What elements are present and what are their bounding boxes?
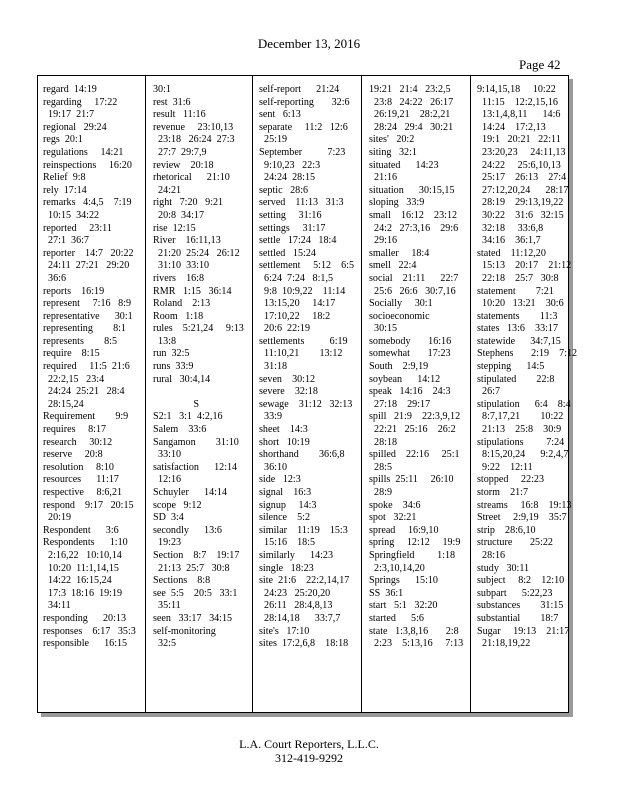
index-entry-line: 28:24 29:4 30:21 xyxy=(369,121,454,133)
index-entry-line: spring 12:12 19:9 xyxy=(369,537,461,549)
index-entry-line: Sugar 19:13 21:17 xyxy=(477,625,570,637)
index-entry-line: SD 3:4 xyxy=(153,512,184,524)
index-entry-line: separate 11:2 12:6 xyxy=(259,121,348,133)
index-entry-line: 19:23 xyxy=(153,537,182,549)
index-entry-line: settlement 5:12 6:5 xyxy=(259,260,355,272)
index-entry-line: signup 14:3 xyxy=(259,499,317,511)
index-column-2 xyxy=(145,76,252,712)
index-entry-line: Roland 2:13 xyxy=(153,298,211,310)
index-entry-line: 20:19 xyxy=(43,512,72,524)
index-entry-line: spread 16:9,10 xyxy=(369,524,439,536)
index-entry-line: settled 15:24 xyxy=(259,247,316,259)
index-entry-line: Respondents 1:10 xyxy=(43,537,128,549)
index-entry-line: 22:18 25:7 30:8 xyxy=(477,272,559,284)
index-entry-line: speak 14:16 24:3 xyxy=(369,386,451,398)
index-entry-line: septic 28:6 xyxy=(259,184,309,196)
index-entry-line: strip 28:6,10 xyxy=(477,524,536,536)
index-entry-line: remarks 4:4,5 7:19 xyxy=(43,197,132,209)
index-entry-line: representing 8:1 xyxy=(43,323,126,335)
index-entry-line: 33:10 xyxy=(153,449,182,461)
index-entry-line: self-report 21:24 xyxy=(259,84,340,95)
index-entry-line: stopped 22:23 xyxy=(477,474,545,486)
index-entry-line: 28:9 xyxy=(369,487,392,498)
index-entry-line: 11:15 12:2,15,16 xyxy=(477,96,558,108)
index-entry-line: 11:10,21 13:12 xyxy=(259,348,343,360)
index-entry-line: rules 5:21,24 9:13 xyxy=(153,323,244,335)
index-entry-line: 27:12,20,24 28:17 xyxy=(477,184,569,196)
index-entry-line: run 32:5 xyxy=(153,348,190,360)
index-entry-line: September 7:23 xyxy=(259,146,346,158)
index-entry-line: side 12:3 xyxy=(259,474,301,486)
index-entry-line: result 11:16 xyxy=(153,109,206,121)
index-entry-line: 20:6 22:19 xyxy=(259,323,311,335)
index-entry-line: silence 5:2 xyxy=(259,512,311,524)
index-entry-line: 24:21 xyxy=(153,184,182,196)
index-entry-line: responsible 16:15 xyxy=(43,638,128,650)
index-entry-line: 34:16 36:1,7 xyxy=(477,235,541,247)
index-entry-line: statement 7:21 xyxy=(477,285,554,297)
index-entry-line: 26:19,21 28:2,21 xyxy=(369,109,451,121)
index-entry-line: 30:15 xyxy=(369,323,398,335)
index-entry-line: settlements 6:19 xyxy=(259,335,348,347)
index-entry-line: storm 21:7 xyxy=(477,487,529,498)
index-entry-line: 24:11 27:21 29:20 xyxy=(43,260,130,272)
index-entry-line: siting 32:1 xyxy=(369,146,417,158)
index-entry-line: require 8:15 xyxy=(43,348,100,360)
index-entry-line: 24:24 28:15 xyxy=(259,172,316,184)
index-entry-line: 22:21 25:16 26:2 xyxy=(369,424,456,436)
index-entry-line: subpart 5:22,23 xyxy=(477,587,553,599)
index-entry-line: subject 8:2 12:10 xyxy=(477,575,565,587)
index-page-frame xyxy=(37,75,578,713)
index-entry-line: spot 32:21 xyxy=(369,512,417,524)
index-entry-line: 8:15,20,24 9:2,4,7 xyxy=(477,449,569,461)
index-entry-line: Springs 15:10 xyxy=(369,575,438,587)
index-entry-line: Section 8:7 19:17 xyxy=(153,549,240,561)
index-entry-line: started 5:6 xyxy=(369,612,424,624)
index-entry-line: stipulation 6:4 8:4 xyxy=(477,398,571,410)
footer-phone: 312-419-9292 xyxy=(275,751,343,765)
index-entry-line: rivers 16:8 xyxy=(153,272,205,284)
index-entry-line: Schuyler 14:14 xyxy=(153,487,228,498)
index-entry-line: 19:17 21:7 xyxy=(43,109,95,121)
index-entry-line: right 7:20 9:21 xyxy=(153,197,224,209)
index-entry-line: 27:18 29:17 xyxy=(369,398,431,410)
index-entry-line: 24:22 25:6,10,13 xyxy=(477,159,561,171)
index-entry-line: 9:22 12:11 xyxy=(477,461,533,473)
index-entry-line: 13:15,20 14:17 xyxy=(259,298,336,310)
index-entry-line: 32:5 xyxy=(153,638,176,650)
index-entry-line: scope 9:12 xyxy=(153,499,202,511)
index-entry-line: signal 16:3 xyxy=(259,487,312,498)
index-entry-line: study 30:11 xyxy=(477,562,530,574)
index-entry-line: settle 17:24 18:4 xyxy=(259,235,337,247)
index-entry-line: smaller 18:4 xyxy=(369,247,430,259)
index-entry-line: 26:7 xyxy=(477,386,500,398)
index-entry-line: RMR 1:15 36:14 xyxy=(153,285,232,297)
index-entry-line: 9:10,23 22:3 xyxy=(259,159,321,171)
index-entry-line: 10:20 11:1,14,15 xyxy=(43,562,119,574)
index-entry-line: research 30:12 xyxy=(43,436,113,448)
index-entry-line: statewide 34:7,15 xyxy=(477,335,561,347)
index-entry-line: South 2:9,19 xyxy=(369,361,429,373)
index-entry-line: structure 25:22 xyxy=(477,537,553,549)
index-entry-line: 9:14,15,18 10:22 xyxy=(477,84,556,95)
index-entry-line: Street 2:9,19 35:7 xyxy=(477,512,567,524)
index-entry-line: rhetorical 21:10 xyxy=(153,172,230,184)
index-entry-line: reinspections 16:20 xyxy=(43,159,132,171)
index-entry-line: setting 31:16 xyxy=(259,209,322,221)
index-entry-line: 26:11 28:4,8,13 xyxy=(259,600,333,612)
index-entry-line: small 16:12 23:12 xyxy=(369,209,458,221)
index-entry-line: situation 30:15,15 xyxy=(369,184,455,196)
index-entry-line: Respondent 3:6 xyxy=(43,524,119,536)
index-entry-line: satisfaction 12:14 xyxy=(153,461,238,473)
index-entry-line: represents 8:5 xyxy=(43,335,118,347)
index-entry-line: spills 25:11 26:10 xyxy=(369,474,454,486)
index-entry-line: spilled 22:16 25:1 xyxy=(369,449,460,461)
index-entry-line: served 11:13 31:3 xyxy=(259,197,344,209)
index-entry-line: SS 36:1 xyxy=(369,587,404,599)
index-entry-line: regard 14:19 xyxy=(43,84,97,95)
index-entry-line: smell 22:4 xyxy=(369,260,417,272)
index-entry-line: 31:10 33:10 xyxy=(153,260,210,272)
index-entry-line: regional 29:24 xyxy=(43,121,107,133)
index-entry-line: 28:16 xyxy=(477,549,506,561)
index-entry-line: Relief 9:8 xyxy=(43,172,86,184)
index-entry-line: 28:5 xyxy=(369,461,392,473)
index-entry-line: situated 14:23 xyxy=(369,159,439,171)
index-entry-line: 21:18,19,22 xyxy=(477,638,531,650)
index-entry-line: spill 21:9 22:3,9,12 xyxy=(369,411,461,423)
index-entry-line: 22:2,15 23:4 xyxy=(43,373,105,385)
index-entry-line: 17:3 18:16 19:19 xyxy=(43,587,123,599)
index-entry-line: 14:24 17:2,13 xyxy=(477,121,546,133)
index-entry-line: 10:15 34:22 xyxy=(43,209,100,221)
index-entry-line: Salem 33:6 xyxy=(153,424,207,436)
index-entry-line: stipulated 22:8 xyxy=(477,373,555,385)
index-entry-line: 23:20,23 24:11,13 xyxy=(477,146,566,158)
index-entry-line: seven 30:12 xyxy=(259,373,316,385)
index-entry-line: stated 11:12,20 xyxy=(477,247,546,259)
index-entry-line: state 1:3,8,16 2:8 xyxy=(369,625,459,637)
index-column-3 xyxy=(252,76,361,712)
index-entry-line: S xyxy=(153,398,199,410)
index-entry-line: self-monitoring xyxy=(153,625,216,637)
index-entry-line: 34:11 xyxy=(43,600,71,612)
index-entry-line: 2:23 5:13,16 7:13 xyxy=(369,638,464,650)
index-entry-line: sites' 20:2 xyxy=(369,134,415,146)
index-entry-line: substantial 18:7 xyxy=(477,612,559,624)
footer-company: L.A. Court Reporters, L.L.C. xyxy=(239,737,379,751)
index-entry-line: 24:23 25:20,20 xyxy=(259,587,331,599)
index-entry-line: start 5:1 32:20 xyxy=(369,600,438,612)
index-entry-line: 2:3,10,14,20 xyxy=(369,562,425,574)
index-entry-line: regulations 14:21 xyxy=(43,146,124,158)
index-entry-line: self-reporting 32:6 xyxy=(259,96,350,108)
index-entry-line: site's 17:10 xyxy=(259,625,310,637)
index-entry-line: 30:22 31:6 32:15 xyxy=(477,209,564,221)
page-number: Page 42 xyxy=(519,57,561,72)
index-entry-line: sent 6:13 xyxy=(259,109,301,121)
index-entry-line: somewhat 17:23 xyxy=(369,348,451,360)
index-entry-line: 9:8 10:9,22 11:14 xyxy=(259,285,346,297)
index-entry-line: social 21:11 22:7 xyxy=(369,272,459,284)
index-column-1 xyxy=(43,76,143,712)
index-entry-line: 33:9 xyxy=(259,411,282,423)
index-entry-line: somebody 16:16 xyxy=(369,335,452,347)
index-entry-line: site 21:6 22:2,14,17 xyxy=(259,575,350,587)
index-entry-line: runs 33:9 xyxy=(153,361,194,373)
index-entry-line: Springfield 1:18 xyxy=(369,549,456,561)
index-entry-line: Stephens 2:19 7:12 xyxy=(477,348,578,360)
index-entry-line: seen 33:17 34:15 xyxy=(153,612,233,624)
index-entry-line: single 18:23 xyxy=(259,562,314,574)
index-entry-line: secondly 13:6 xyxy=(153,524,222,536)
index-entry-line: required 11:5 21:6 xyxy=(43,361,130,373)
index-entry-line: 19:21 21:4 23:2,5 xyxy=(369,84,451,95)
index-entry-line: reserve 20:8 xyxy=(43,449,103,461)
index-entry-line: 32:18 33:6,8 xyxy=(477,222,544,234)
index-entry-line: 20:8 34:17 xyxy=(153,209,205,221)
index-entry-line: Room 1:18 xyxy=(153,310,204,322)
index-entry-line: 36:10 xyxy=(259,461,288,473)
index-entry-line: stipulations 7:24 xyxy=(477,436,565,448)
index-entry-line: 13:1,4,8,11 14:6 xyxy=(477,109,561,121)
index-entry-line: similarly 14:23 xyxy=(259,549,334,561)
index-entry-line: streams 16:8 19:13 xyxy=(477,499,572,511)
index-entry-line: substances 31:15 xyxy=(477,600,564,612)
index-entry-line: spoke 34:6 xyxy=(369,499,421,511)
index-entry-line: severe 32:18 xyxy=(259,386,318,398)
index-entry-line: 6:24 7:24 8:1,5 xyxy=(259,272,334,284)
index-entry-line: 28:18 xyxy=(369,436,398,448)
index-entry-line: requires 8:17 xyxy=(43,424,107,436)
index-entry-line: 10:20 13:21 30:6 xyxy=(477,298,564,310)
index-entry-line: 36:6 xyxy=(43,272,66,284)
index-entry-line: 21:20 25:24 26:12 xyxy=(153,247,240,259)
index-entry-line: rely 17:14 xyxy=(43,184,87,196)
index-entry-line: 24:24 25:21 28:4 xyxy=(43,386,125,398)
index-entry-line: 28:15,24 xyxy=(43,398,84,410)
index-entry-line: 28:19 29:13,19,22 xyxy=(477,197,564,209)
index-entry-line: shorthand 36:6,8 xyxy=(259,449,345,461)
index-entry-line: 21:13 25:7 30:8 xyxy=(153,562,230,574)
index-entry-line: reporter 14:7 20:22 xyxy=(43,247,134,259)
index-entry-line: represent 7:16 8:9 xyxy=(43,298,132,310)
index-entry-line: 25:6 26:6 30:7,16 xyxy=(369,285,456,297)
index-entry-line: respective 8:6,21 xyxy=(43,487,123,498)
index-entry-line: 28:14,18 33:7,7 xyxy=(259,612,341,624)
index-entry-line: sheet 14:3 xyxy=(259,424,308,436)
index-column-4 xyxy=(361,76,470,712)
index-entry-line: 27:7 29:7,9 xyxy=(153,146,207,158)
index-entry-line: 14:22 16:15,24 xyxy=(43,575,112,587)
index-entry-line: Socially 30:1 xyxy=(369,298,433,310)
index-entry-line: S2:1 3:1 4:2,16 xyxy=(153,411,223,423)
index-entry-line: 31:18 xyxy=(259,361,288,373)
index-entry-line: 2:16,22 10:10,14 xyxy=(43,549,122,561)
index-entry-line: 23:8 24:22 26:17 xyxy=(369,96,454,108)
index-entry-line: 27:1 36:7 xyxy=(43,235,89,247)
index-entry-line: 19:1 20:21 22:11 xyxy=(477,134,561,146)
index-entry-line: rural 30:4,14 xyxy=(153,373,211,385)
index-entry-line: responses 6:17 35:3 xyxy=(43,625,136,637)
index-entry-line: sewage 31:12 32:13 xyxy=(259,398,353,410)
index-entry-line: review 20:18 xyxy=(153,159,214,171)
index-entry-line: 8:7,17,21 10:22 xyxy=(477,411,564,423)
index-column-5 xyxy=(470,76,578,712)
index-entry-line: socioeconomic xyxy=(369,310,430,322)
index-entry-line: 13:8 xyxy=(153,335,176,347)
index-entry-line: states 13:6 33:17 xyxy=(477,323,559,335)
index-entry-line: 12:16 xyxy=(153,474,182,486)
index-entry-line: 24:2 27:3,16 29:6 xyxy=(369,222,459,234)
index-entry-line: 21:16 xyxy=(369,172,398,184)
index-entry-line: 29:16 xyxy=(369,235,398,247)
index-entry-line: regs 20:1 xyxy=(43,134,83,146)
index-entry-line: 21:13 25:8 30:9 xyxy=(477,424,562,436)
index-entry-line: responding 20:13 xyxy=(43,612,126,624)
index-entry-line: 25:17 26:13 27:4 xyxy=(477,172,567,184)
index-entry-line: respond 9:17 20:15 xyxy=(43,499,134,511)
index-entry-line: 25:19 xyxy=(259,134,288,146)
index-entry-line xyxy=(153,386,252,399)
index-entry-line: resources 11:17 xyxy=(43,474,119,486)
index-entry-line: reports 16:19 xyxy=(43,285,105,297)
index-entry-line: regarding 17:22 xyxy=(43,96,118,108)
index-entry-line: short 10:19 xyxy=(259,436,310,448)
index-entry-line: 23:18 26:24 27:3 xyxy=(153,134,235,146)
index-entry-line: sloping 33:9 xyxy=(369,197,425,209)
index-entry-line: Sangamon 31:10 xyxy=(153,436,239,448)
index-entry-line: statements 11:3 xyxy=(477,310,558,322)
index-entry-line: representative 30:1 xyxy=(43,310,133,322)
index-entry-line: revenue 23:10,13 xyxy=(153,121,234,133)
index-entry-line: 15:16 18:5 xyxy=(259,537,316,549)
index-entry-line: 35:11 xyxy=(153,600,181,612)
index-entry-line: stepping 14:5 xyxy=(477,361,545,373)
index-entry-line: 15:13 20:17 21:12 xyxy=(477,260,572,272)
index-entry-line: see 5:5 20:5 33:1 xyxy=(153,587,238,599)
index-entry-line: resolution 8:10 xyxy=(43,461,114,473)
index-entry-line: 30:1 xyxy=(153,84,171,95)
index-entry-line: 17:10,22 18:2 xyxy=(259,310,331,322)
index-entry-line: rest 31:6 xyxy=(153,96,191,108)
index-entry-line: rise 12:15 xyxy=(153,222,196,234)
index-entry-line: similar 11:19 15:3 xyxy=(259,524,348,536)
index-entry-line: reported 23:11 xyxy=(43,222,112,234)
index-entry-line: sites 17:2,6,8 18:18 xyxy=(259,638,349,650)
index-entry-line: Requirement 9:9 xyxy=(43,411,129,423)
index-entry-line: Sections 8:8 xyxy=(153,575,211,587)
index-entry-line: settings 31:17 xyxy=(259,222,326,234)
index-entry-line: River 16:11,13 xyxy=(153,235,221,247)
index-entry-line: soybean 14:12 xyxy=(369,373,441,385)
header-date: December 13, 2016 xyxy=(257,36,361,51)
